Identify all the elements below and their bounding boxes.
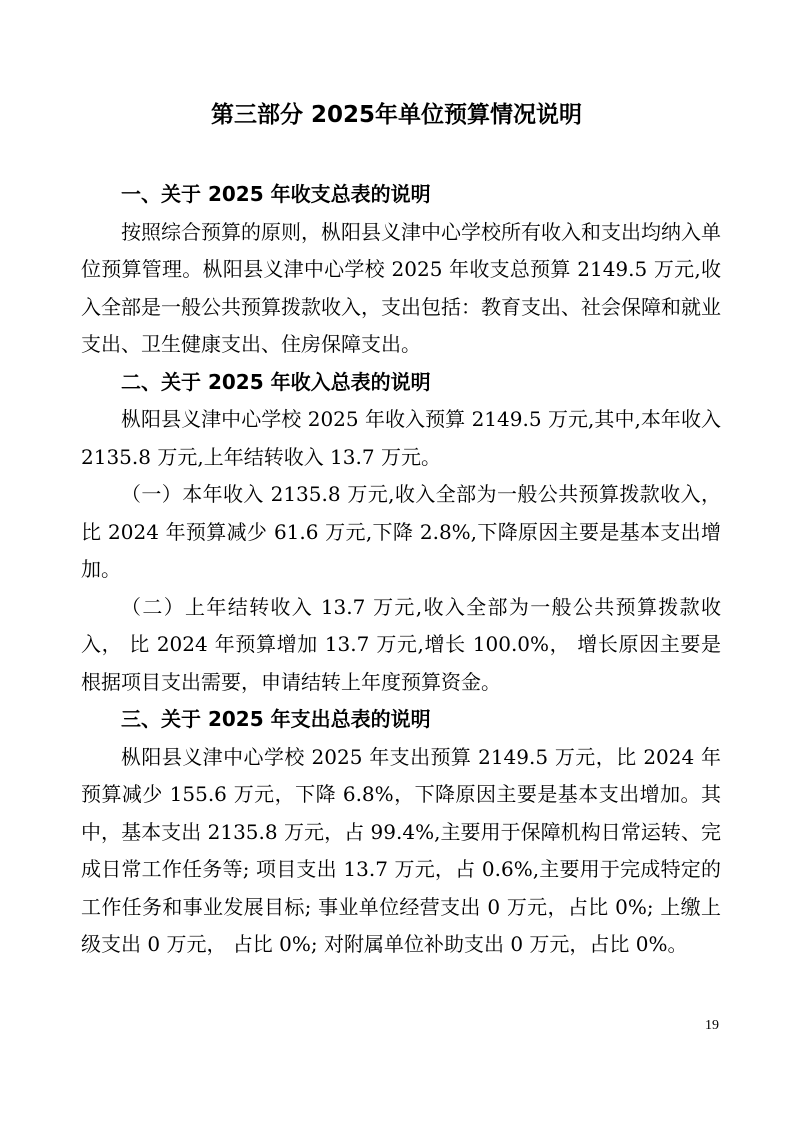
- section-heading-3: 三、关于 2025 年支出总表的说明: [121, 707, 431, 731]
- page-number: 19: [705, 1018, 719, 1033]
- section-1-paragraph-1: 按照综合预算的原则，枞阳县义津中心学校所有收入和支出均纳入单位预算管理。枞阳县义津中心学校 2025 年收支总预算 2149.5 万元,收入全部是一般公共预算拨款收入，支出包括：教育支出、社会保障和就业支出、卫生健康支出、住房保障支出。: [81, 219, 721, 356]
- section-2-paragraph-1: 枞阳县义津中心学校 2025 年收入预算 2149.5 万元,其中,本年收入 2135.8 万元,上年结转收入 13.7 万元。: [81, 407, 721, 469]
- section-3-paragraph-1: 枞阳县义津中心学校 2025 年支出预算 2149.5 万元，比 2024 年预算减少 155.6 万元，下降 6.8%，下降原因主要是基本支出增加。其中，基本支出 2135.8 万元，占 99.4%,主要用于保障机构日常运转、完成日常工作任务等; 项目支出 13.7 万元，占 0.6%,主要用于完成特定的工作任务和事业发展目标; 事业单位经营支出 0 万元，占比 0%; 上缴上级支出 0 万元， 占比 0%; 对附属单位补助支出 0 万元，占比 0%。: [81, 744, 721, 956]
- document-body: [81, 176, 721, 964]
- page-title: 第三部分 2025年单位预算情况说明: [210, 102, 583, 128]
- section-2-paragraph-2: （一）本年收入 2135.8 万元,收入全部为一般公共预算拨款收入，比 2024 年预算减少 61.6 万元,下降 2.8%,下降原因主要是基本支出增加。: [81, 482, 721, 581]
- section-heading-1: 一、关于 2025 年收支总表的说明: [121, 182, 431, 206]
- section-heading-2: 二、关于 2025 年收入总表的说明: [121, 369, 431, 394]
- section-2-paragraph-3: （二）上年结转收入 13.7 万元,收入全部为一般公共预算拨款收入， 比 2024 年预算增加 13.7 万元,增长 100.0%， 增长原因主要是根据项目支出需要，申请结转上年度预算资金。: [81, 594, 721, 694]
